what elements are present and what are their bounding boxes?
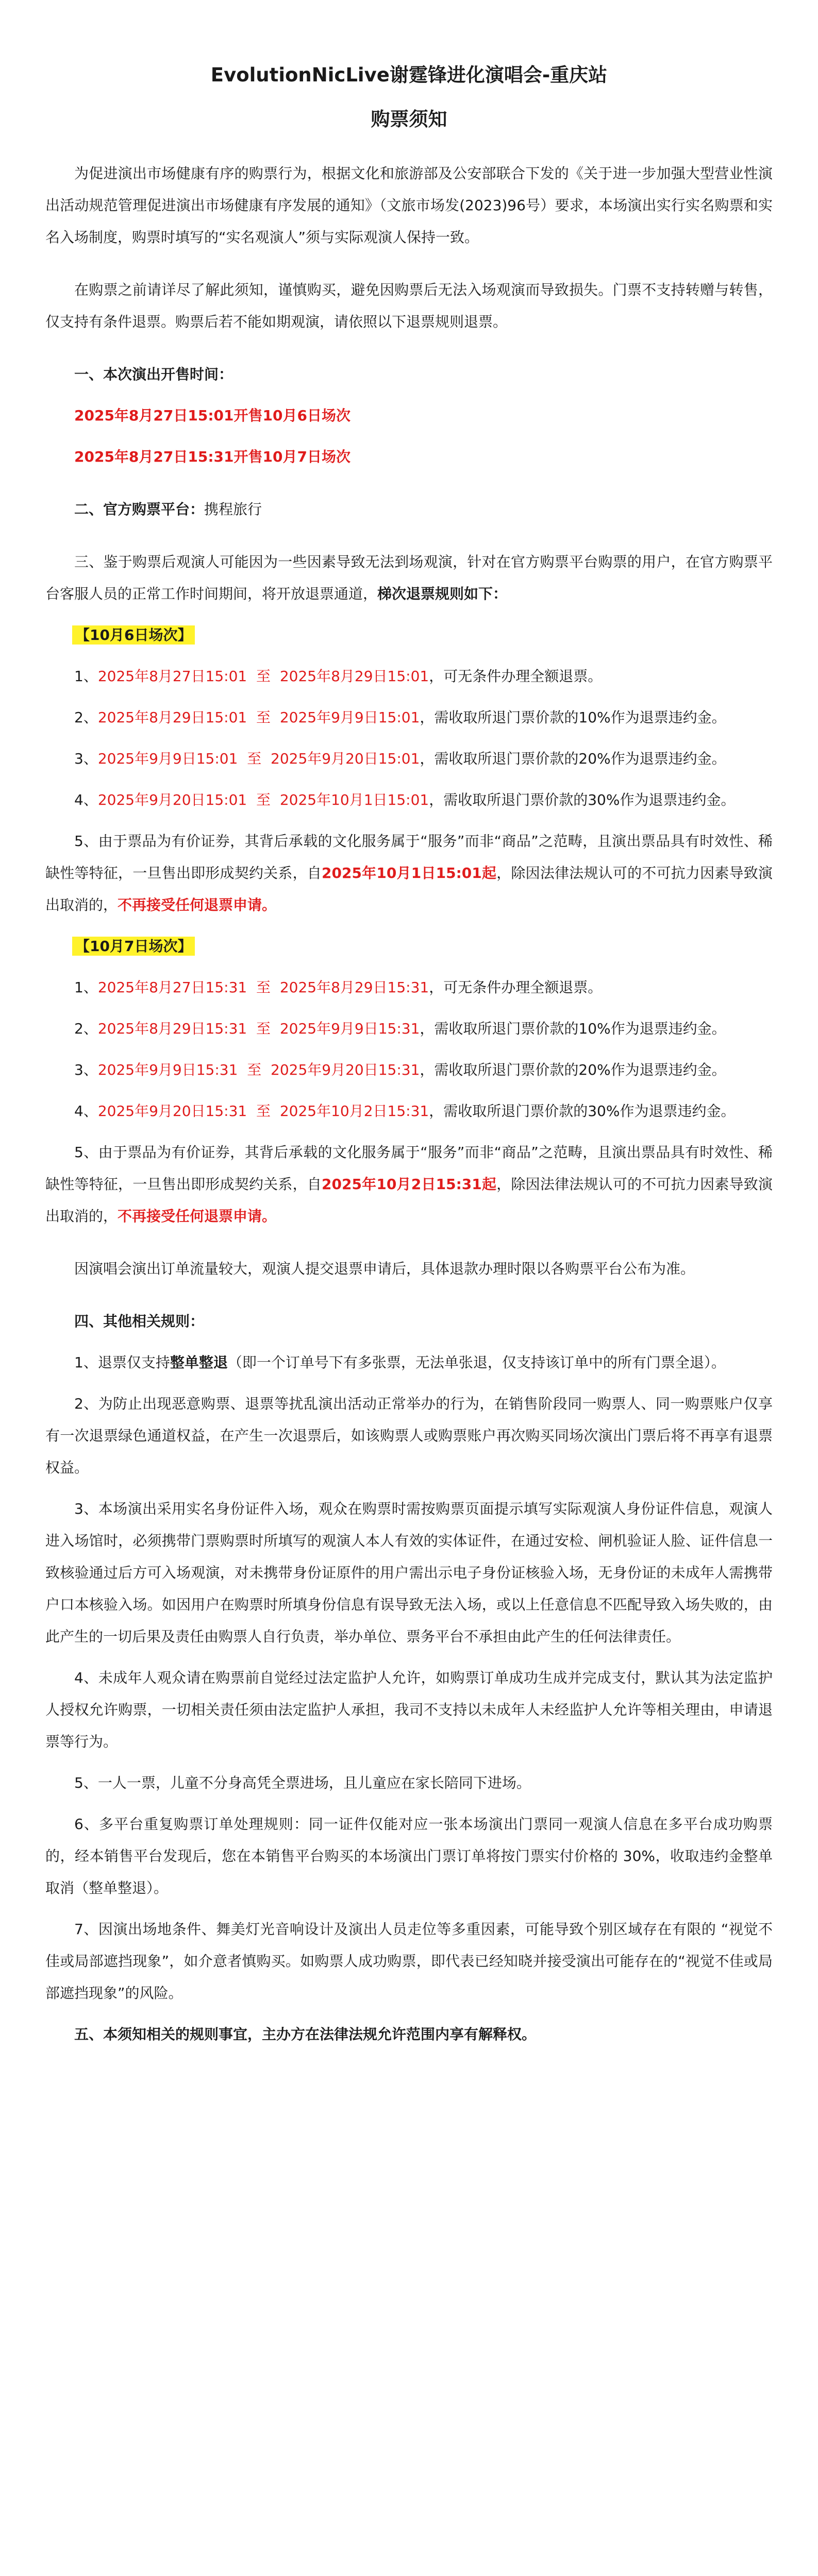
section-4-heading: 四、其他相关规则：: [74, 1313, 205, 1330]
oct6-rule-4: 4、2025年9月20日15:01 至 2025年10月1日15:01，需收取所退门票价款的30%作为退票违约金。: [74, 791, 736, 808]
oct7-rule-3-range: 2025年9月9日15:31 至 2025年9月20日15:31: [97, 1061, 420, 1078]
other-rule-3: 3、本场演出采用实名身份证件入场，观众在购票时需按购票页面提示填写实际观演人身份证件信息，观演人进入场馆时，必须携带门票购票时所填写的观演人本人有效的实体证件，在通过安检、闸机验证人脸、证件信息一致核验通过后方可入场观演，对未携带身份证原件的用户需出示电子身份证核验入场，无身份证的未成年人需携带户口本核验入场。如因用户在购票时所填身份信息有误导致无法入场，或以上任意信息不匹配导致入场失败的，由此产生的一切后果及责任由购票人自行负责，举办单位、票务平台不承担由此产生的任何法律责任。: [45, 1500, 773, 1645]
oct6-label-line: [45, 619, 773, 651]
section-3-text: 三、鉴于购票后观演人可能因为一些因素导致无法到场观演，针对在官方购票平台购票的用户，在官方购票平台客服人员的正常工作时间期间，将开放退票通道，: [45, 553, 773, 602]
oct7-rule-2: 2、2025年8月29日15:31 至 2025年9月9日15:31，需收取所退门票价款的10%作为退票违约金。: [74, 1020, 726, 1037]
other-rule-4: 4、未成年人观众请在购票前自觉经过法定监护人允许，如购票订单成功生成并完成支付，默认其为法定监护人授权允许购票，一切相关责任须由法定监护人承担，我司不支持以未成年人未经监护人允许等相关理由，申请退票等行为。: [45, 1669, 773, 1750]
oct7-rule-5-end: 不再接受任何退票申请。: [118, 1208, 277, 1225]
section-3-intro: [45, 546, 773, 610]
oct6-rule-2-range: 2025年8月29日15:01 至 2025年9月9日15:01: [97, 709, 420, 726]
refund-processing-note: 因演唱会演出订单流量较大，观演人提交退票申请后，具体退款办理时限以各购票平台公布为准。: [74, 1260, 695, 1277]
section-5-interpretation: 五、本须知相关的规则事宜，主办方在法律法规允许范围内享有解释权。: [74, 2026, 537, 2043]
intro-paragraph-1: 为促进演出市场健康有序的购票行为，根据文化和旅游部及公安部联合下发的《关于进一步加强大型营业性演出活动规范管理促进演出市场健康有序发展的通知》（文旅市场发(2023)96号）要求，本场演出实行实名购票和实名入场制度，购票时填写的“实名观演人”须与实际观演人保持一致。: [45, 165, 773, 246]
oct6-rule-3-range: 2025年9月9日15:01 至 2025年9月20日15:01: [97, 750, 420, 767]
oct7-rule-4: 4、2025年9月20日15:31 至 2025年10月2日15:31，需收取所退门票价款的30%作为退票违约金。: [74, 1103, 736, 1120]
other-rule-5: 5、一人一票，儿童不分身高凭全票进场，且儿童应在家长陪同下进场。: [74, 1774, 531, 1791]
oct7-rule-2-range: 2025年8月29日15:31 至 2025年9月9日15:31: [97, 1020, 420, 1037]
oct6-rule-3: 3、2025年9月9日15:01 至 2025年9月20日15:01，需收取所退门票价款的20%作为退票违约金。: [74, 750, 726, 767]
oct7-rule-5: 5、由于票品为有价证券，其背后承载的文化服务属于“服务”而非“商品”之范畴，且演出票品具有时效性、稀缺性等特征，一旦售出即形成契约关系，自2025年10月2日15:31起，除因法律法规认可的不可抗力因素导致演出取消的，不再接受任何退票申请。: [45, 1144, 773, 1225]
sale-time-oct7: 2025年8月27日15:31开售10月7日场次: [74, 448, 350, 465]
oct6-label: 【10月6日场次】: [72, 625, 195, 645]
oct6-rule-4-range: 2025年9月20日15:01 至 2025年10月1日15:01: [97, 791, 429, 808]
other-rule-7: 7、因演出场地条件、舞美灯光音响设计及演出人员走位等多重因素，可能导致个别区域存在有限的 “视觉不佳或局部遮挡现象”，如介意者慎购买。如购票人成功购票，即代表已经知晓并接受演出可能存在的“视觉不佳或局部遮挡现象”的风险。: [45, 1921, 773, 2002]
oct6-rule-5-end: 不再接受任何退票申请。: [118, 896, 277, 913]
other-rule-2: 2、为防止出现恶意购票、退票等扰乱演出活动正常举办的行为，在销售阶段同一购票人、同一购票账户仅享有一次退票绿色通道权益，在产生一次退票后，如该购票人或购票账户再次购买同场次演出门票后将不再享有退票权益。: [45, 1395, 773, 1476]
oct7-rule-4-range: 2025年9月20日15:31 至 2025年10月2日15:31: [97, 1103, 429, 1120]
other-rule-1: 1、退票仅支持整单整退（即一个订单号下有多张票，无法单张退，仅支持该订单中的所有门票全退）。: [74, 1354, 726, 1371]
page-subtitle: 购票须知: [371, 108, 447, 130]
oct6-rule-1: 1、2025年8月27日15:01 至 2025年8月29日15:01，可无条件办理全额退票。: [74, 668, 603, 685]
oct7-rule-1-range: 2025年8月27日15:31 至 2025年8月29日15:31: [97, 979, 429, 996]
other-rule-6: 6、多平台重复购票订单处理规则：同一证件仅能对应一张本场演出门票同一观演人信息在多平台成功购票的，经本销售平台发现后，您在本销售平台购买的本场演出门票订单将按门票实付价格的 30%，收取违约金整单取消（整单整退）。: [45, 1816, 773, 1896]
intro-paragraph-2: 在购票之前请详尽了解此须知，谨慎购买，避免因购票后无法入场观演而导致损失。门票不支持转赠与转售，仅支持有条件退票。购票后若不能如期观演，请依照以下退票规则退票。: [45, 281, 773, 330]
section-3-bold-tail: 梯次退票规则如下：: [377, 585, 508, 602]
sale-time-oct6: 2025年8月27日15:01开售10月6日场次: [74, 407, 350, 424]
whole-order-refund: 整单整退: [170, 1354, 228, 1371]
oct7-rule-1: 1、2025年8月27日15:31 至 2025年8月29日15:31，可无条件办理全额退票。: [74, 979, 603, 996]
page-title: EvolutionNicLive谢霆锋进化演唱会-重庆站: [210, 64, 608, 86]
oct7-rule-5-date: 2025年10月2日15:31起: [322, 1176, 497, 1193]
section-1-heading: 一、本次演出开售时间：: [74, 366, 233, 383]
oct6-rule-5-date: 2025年10月1日15:01起: [322, 865, 497, 882]
oct7-label: 【10月7日场次】: [72, 937, 195, 956]
platform-name: 携程旅行: [204, 501, 262, 518]
oct7-rule-3: 3、2025年9月9日15:31 至 2025年9月20日15:31，需收取所退门票价款的20%作为退票违约金。: [74, 1061, 726, 1078]
section-2-platform: [45, 494, 773, 526]
oct6-rule-1-range: 2025年8月27日15:01 至 2025年8月29日15:01: [97, 668, 429, 685]
oct6-rule-2: 2、2025年8月29日15:01 至 2025年9月9日15:01，需收取所退门票价款的10%作为退票违约金。: [74, 709, 726, 726]
oct7-label-line: [45, 930, 773, 962]
section-2-heading: 二、官方购票平台：: [74, 501, 205, 518]
oct6-rule-5: 5、由于票品为有价证券，其背后承载的文化服务属于“服务”而非“商品”之范畴，且演出票品具有时效性、稀缺性等特征，一旦售出即形成契约关系，自2025年10月1日15:01起，除因法律法规认可的不可抗力因素导致演出取消的，不再接受任何退票申请。: [45, 833, 773, 913]
